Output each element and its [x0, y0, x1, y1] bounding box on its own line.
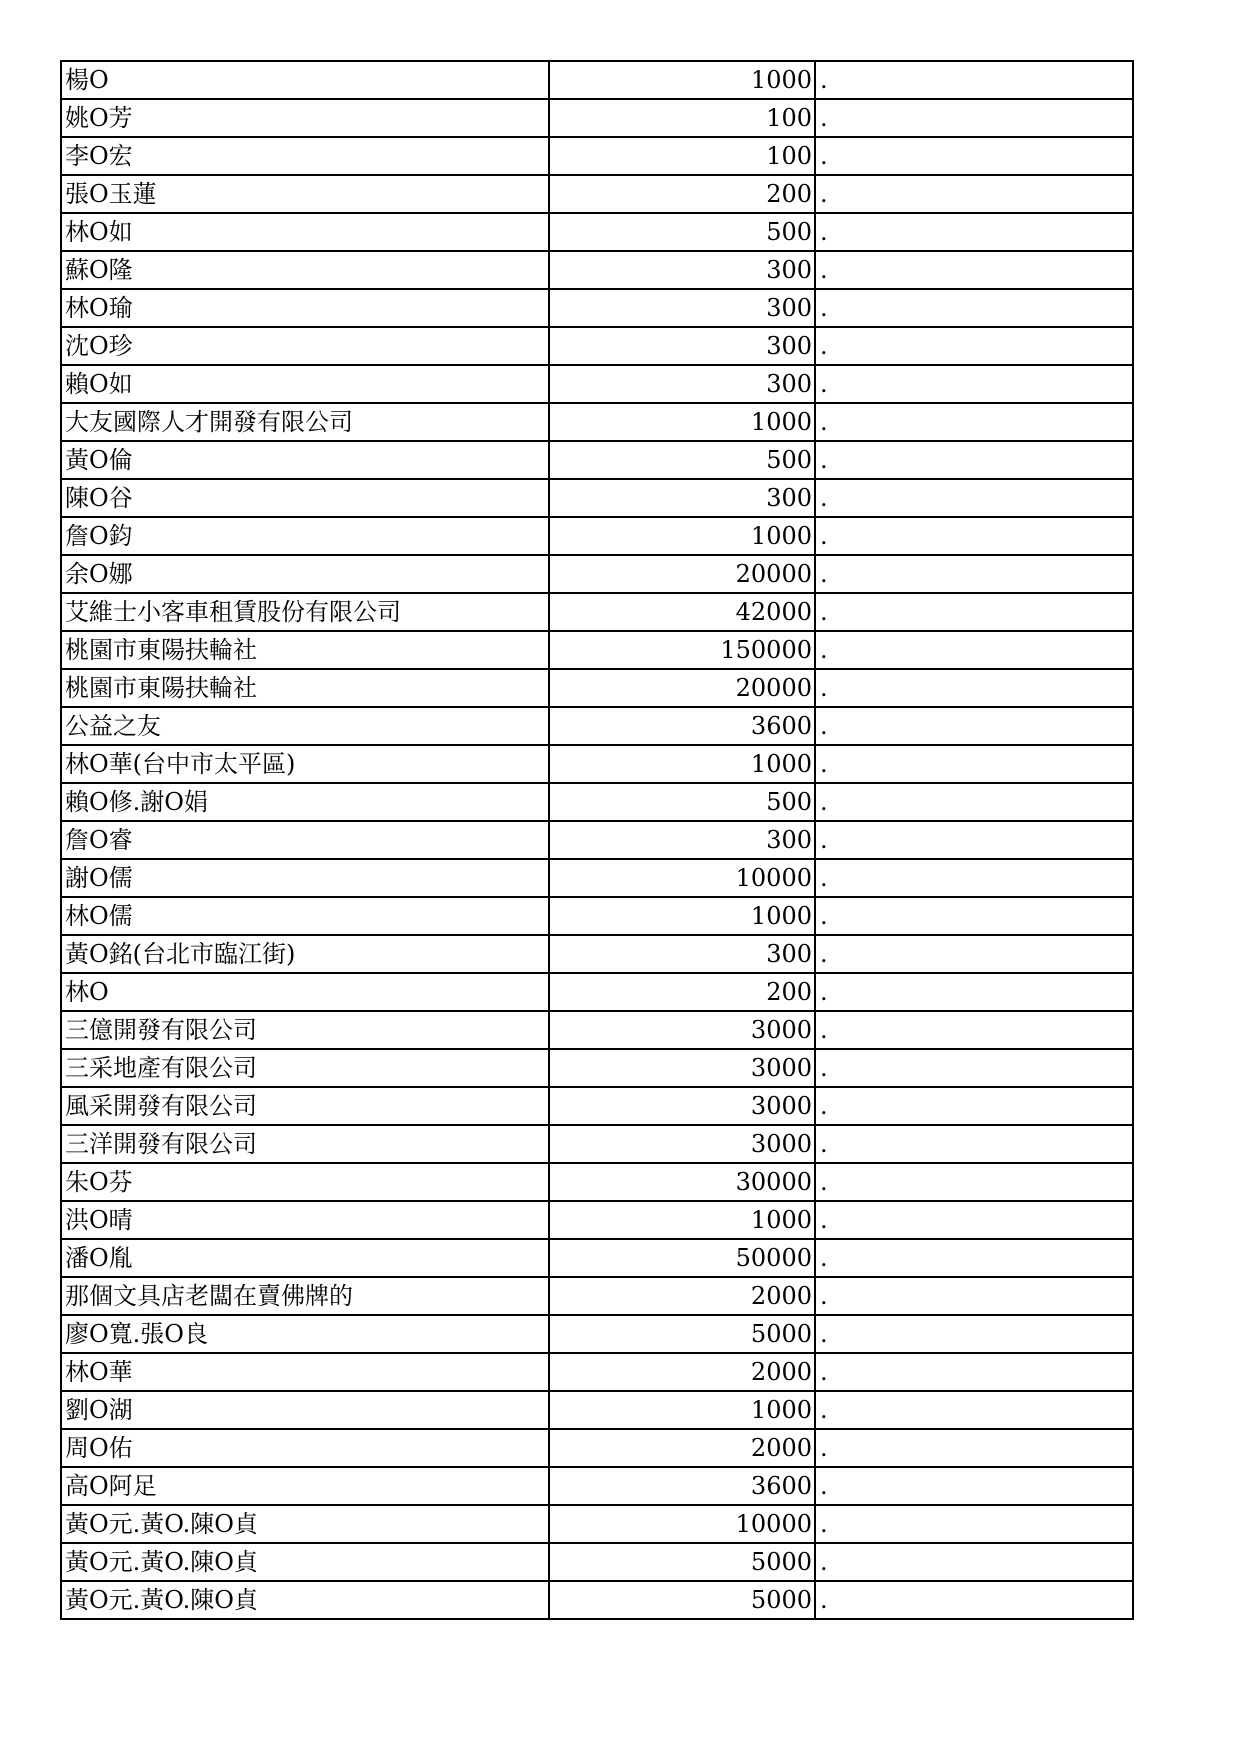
donation-amount-cell: 100 — [549, 137, 815, 175]
donor-name-cell: 林O儒 — [61, 897, 549, 935]
donation-amount-cell: 3000 — [549, 1087, 815, 1125]
donor-name-cell: 洪O晴 — [61, 1201, 549, 1239]
donation-amount-cell: 300 — [549, 289, 815, 327]
donor-name-cell: 林O如 — [61, 213, 549, 251]
donation-amount-cell: 1000 — [549, 517, 815, 555]
donation-amount-cell: 300 — [549, 821, 815, 859]
donor-name-cell: 三億開發有限公司 — [61, 1011, 549, 1049]
note-cell: . — [815, 1163, 1133, 1201]
donation-amount-cell: 300 — [549, 327, 815, 365]
note-cell: . — [815, 1201, 1133, 1239]
table-row — [61, 137, 1133, 175]
donor-name-cell: 黃O元.黃O.陳O貞 — [61, 1543, 549, 1581]
donor-name-cell: 余O娜 — [61, 555, 549, 593]
note-cell: . — [815, 821, 1133, 859]
donor-name-cell: 桃園市東陽扶輪社 — [61, 631, 549, 669]
note-cell: . — [815, 1315, 1133, 1353]
table-row — [61, 517, 1133, 555]
donor-name-cell: 朱O芬 — [61, 1163, 549, 1201]
donation-amount-cell: 20000 — [549, 555, 815, 593]
donor-name-cell: 黃O銘(台北市臨江街) — [61, 935, 549, 973]
note-cell: . — [815, 1467, 1133, 1505]
table-row — [61, 1201, 1133, 1239]
note-cell: . — [815, 403, 1133, 441]
donor-name-cell: 三采地產有限公司 — [61, 1049, 549, 1087]
note-cell: . — [815, 555, 1133, 593]
note-cell: . — [815, 99, 1133, 137]
donation-amount-cell: 3000 — [549, 1011, 815, 1049]
donation-amount-cell: 5000 — [549, 1543, 815, 1581]
donor-name-cell: 黃O元.黃O.陳O貞 — [61, 1581, 549, 1619]
table-row — [61, 1125, 1133, 1163]
note-cell: . — [815, 137, 1133, 175]
donation-amount-cell: 50000 — [549, 1239, 815, 1277]
donation-amount-cell: 200 — [549, 175, 815, 213]
table-row — [61, 1353, 1133, 1391]
table-row — [61, 1543, 1133, 1581]
donation-amount-cell: 2000 — [549, 1353, 815, 1391]
note-cell: . — [815, 897, 1133, 935]
donation-amount-cell: 10000 — [549, 1505, 815, 1543]
donor-name-cell: 艾維士小客車租賃股份有限公司 — [61, 593, 549, 631]
donation-amount-cell: 1000 — [549, 403, 815, 441]
note-cell: . — [815, 973, 1133, 1011]
note-cell: . — [815, 1087, 1133, 1125]
donation-amount-cell: 30000 — [549, 1163, 815, 1201]
table-row — [61, 441, 1133, 479]
donor-name-cell: 黃O倫 — [61, 441, 549, 479]
donation-amount-cell: 42000 — [549, 593, 815, 631]
table-row — [61, 1087, 1133, 1125]
donation-table-body — [61, 61, 1133, 1619]
donor-name-cell: 風采開發有限公司 — [61, 1087, 549, 1125]
note-cell: . — [815, 1429, 1133, 1467]
note-cell: . — [815, 175, 1133, 213]
donation-amount-cell: 5000 — [549, 1581, 815, 1619]
donation-amount-cell: 300 — [549, 935, 815, 973]
table-row — [61, 1429, 1133, 1467]
table-row — [61, 821, 1133, 859]
note-cell: . — [815, 327, 1133, 365]
note-cell: . — [815, 61, 1133, 99]
donor-name-cell: 黃O元.黃O.陳O貞 — [61, 1505, 549, 1543]
table-row — [61, 1391, 1133, 1429]
donor-name-cell: 那個文具店老闆在賣佛牌的 — [61, 1277, 549, 1315]
table-row — [61, 555, 1133, 593]
note-cell: . — [815, 289, 1133, 327]
table-row — [61, 1505, 1133, 1543]
donor-name-cell: 姚O芳 — [61, 99, 549, 137]
donation-amount-cell: 5000 — [549, 1315, 815, 1353]
donor-name-cell: 謝O儒 — [61, 859, 549, 897]
table-row — [61, 1049, 1133, 1087]
donor-name-cell: 蘇O隆 — [61, 251, 549, 289]
donor-name-cell: 楊O — [61, 61, 549, 99]
donation-amount-cell: 500 — [549, 213, 815, 251]
table-row — [61, 935, 1133, 973]
donation-amount-cell: 200 — [549, 973, 815, 1011]
donor-name-cell: 廖O寬.張O良 — [61, 1315, 549, 1353]
note-cell: . — [815, 1125, 1133, 1163]
note-cell: . — [815, 1581, 1133, 1619]
note-cell: . — [815, 859, 1133, 897]
donation-amount-cell: 3000 — [549, 1049, 815, 1087]
donation-amount-cell: 3600 — [549, 1467, 815, 1505]
donation-amount-cell: 500 — [549, 441, 815, 479]
donor-name-cell: 賴O如 — [61, 365, 549, 403]
note-cell: . — [815, 517, 1133, 555]
table-row — [61, 745, 1133, 783]
donation-amount-cell: 1000 — [549, 897, 815, 935]
donor-name-cell: 桃園市東陽扶輪社 — [61, 669, 549, 707]
table-row — [61, 1315, 1133, 1353]
table-row — [61, 783, 1133, 821]
donor-name-cell: 林O華(台中市太平區) — [61, 745, 549, 783]
table-row — [61, 1277, 1133, 1315]
donation-amount-cell: 500 — [549, 783, 815, 821]
donation-amount-cell: 20000 — [549, 669, 815, 707]
note-cell: . — [815, 745, 1133, 783]
note-cell: . — [815, 669, 1133, 707]
donor-name-cell: 大友國際人才開發有限公司 — [61, 403, 549, 441]
table-row — [61, 859, 1133, 897]
table-row — [61, 99, 1133, 137]
note-cell: . — [815, 251, 1133, 289]
donation-amount-cell: 1000 — [549, 61, 815, 99]
table-row — [61, 631, 1133, 669]
donation-amount-cell: 3600 — [549, 707, 815, 745]
table-row — [61, 1239, 1133, 1277]
table-row — [61, 61, 1133, 99]
donor-name-cell: 潘O胤 — [61, 1239, 549, 1277]
table-row — [61, 1581, 1133, 1619]
donor-name-cell: 劉O湖 — [61, 1391, 549, 1429]
donor-name-cell: 沈O珍 — [61, 327, 549, 365]
note-cell: . — [815, 1011, 1133, 1049]
table-row — [61, 251, 1133, 289]
note-cell: . — [815, 1505, 1133, 1543]
note-cell: . — [815, 479, 1133, 517]
note-cell: . — [815, 1391, 1133, 1429]
donor-name-cell: 詹O睿 — [61, 821, 549, 859]
donation-amount-cell: 300 — [549, 251, 815, 289]
table-row — [61, 973, 1133, 1011]
note-cell: . — [815, 365, 1133, 403]
table-row — [61, 365, 1133, 403]
document-page — [60, 60, 1132, 1620]
table-row — [61, 479, 1133, 517]
donation-amount-cell: 300 — [549, 365, 815, 403]
donation-amount-cell: 100 — [549, 99, 815, 137]
donation-amount-cell: 2000 — [549, 1277, 815, 1315]
donation-amount-cell: 300 — [549, 479, 815, 517]
donor-name-cell: 賴O修.謝O娟 — [61, 783, 549, 821]
note-cell: . — [815, 783, 1133, 821]
donor-name-cell: 林O華 — [61, 1353, 549, 1391]
table-row — [61, 897, 1133, 935]
table-row — [61, 327, 1133, 365]
donor-name-cell: 高O阿足 — [61, 1467, 549, 1505]
donation-amount-cell: 1000 — [549, 1391, 815, 1429]
donor-name-cell: 周O佑 — [61, 1429, 549, 1467]
donor-name-cell: 林O — [61, 973, 549, 1011]
note-cell: . — [815, 1353, 1133, 1391]
table-row — [61, 403, 1133, 441]
table-row — [61, 175, 1133, 213]
donation-table — [60, 60, 1134, 1620]
note-cell: . — [815, 707, 1133, 745]
table-row — [61, 669, 1133, 707]
donor-name-cell: 公益之友 — [61, 707, 549, 745]
donor-name-cell: 李O宏 — [61, 137, 549, 175]
table-row — [61, 707, 1133, 745]
note-cell: . — [815, 593, 1133, 631]
donation-amount-cell: 2000 — [549, 1429, 815, 1467]
note-cell: . — [815, 1049, 1133, 1087]
donor-name-cell: 詹O鈞 — [61, 517, 549, 555]
donation-amount-cell: 150000 — [549, 631, 815, 669]
note-cell: . — [815, 1277, 1133, 1315]
note-cell: . — [815, 441, 1133, 479]
donation-amount-cell: 3000 — [549, 1125, 815, 1163]
note-cell: . — [815, 1543, 1133, 1581]
table-row — [61, 289, 1133, 327]
donor-name-cell: 三洋開發有限公司 — [61, 1125, 549, 1163]
donor-name-cell: 林O瑜 — [61, 289, 549, 327]
donation-amount-cell: 10000 — [549, 859, 815, 897]
table-row — [61, 213, 1133, 251]
note-cell: . — [815, 213, 1133, 251]
table-row — [61, 1467, 1133, 1505]
donor-name-cell: 陳O谷 — [61, 479, 549, 517]
donation-amount-cell: 1000 — [549, 1201, 815, 1239]
table-row — [61, 1011, 1133, 1049]
donation-amount-cell: 1000 — [549, 745, 815, 783]
note-cell: . — [815, 935, 1133, 973]
note-cell: . — [815, 1239, 1133, 1277]
note-cell: . — [815, 631, 1133, 669]
donor-name-cell: 張O玉蓮 — [61, 175, 549, 213]
table-row — [61, 593, 1133, 631]
table-row — [61, 1163, 1133, 1201]
